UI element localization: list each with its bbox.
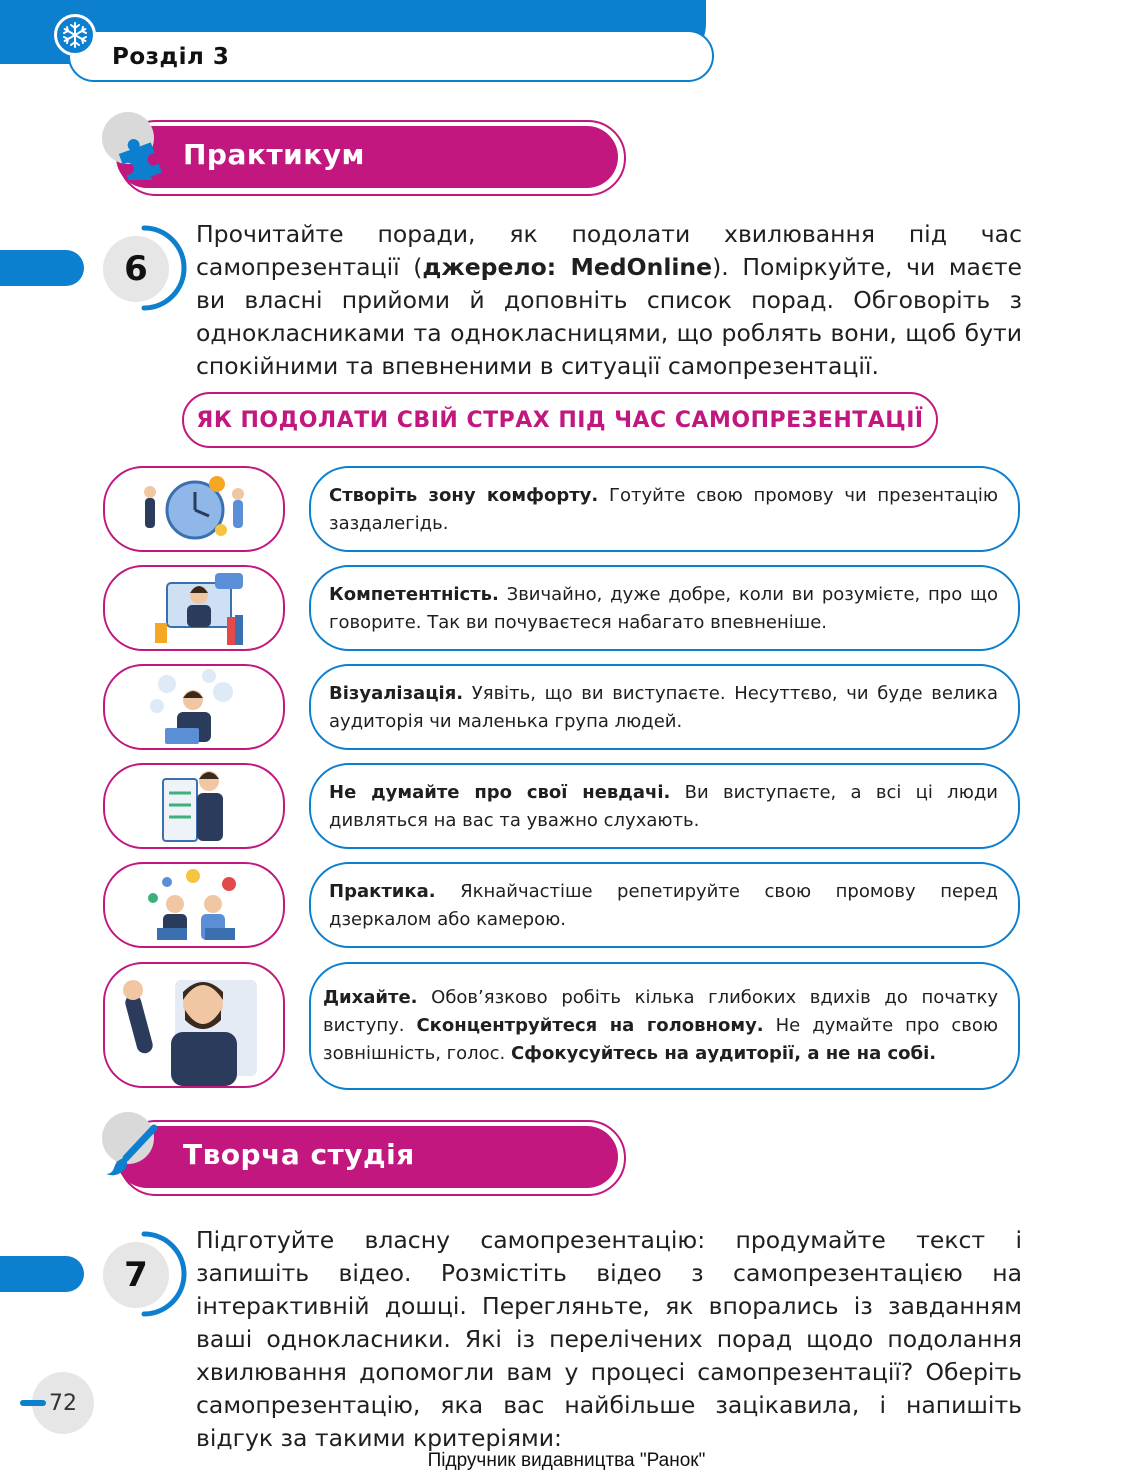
task-tab-2	[0, 1256, 84, 1292]
task-number-7: 7	[103, 1242, 169, 1308]
tip-visualization: Візуалізація. Уявіть, що ви виступаєте. Несуттєво, чи буде велика аудиторія чи маленька група людей.	[309, 664, 1020, 750]
task-7-text: Підготуйте власну самопрезентацію: продумайте текст і запишіть відео. Розмістіть відео з самопрезентацією на інтерактивній дошці. Перегляньте, як впорались із завданням ваші однокласники. Які із перелічених порад щодо подолання хвилювання допомогли вам у процесі самопрезентації? Оберіть самопрезентацію, яка вас найбільше зацікавила, і напишіть відгук за такими критеріями:	[196, 1226, 1022, 1452]
tip-illustration-breathe	[103, 962, 285, 1088]
task-tab	[0, 250, 84, 286]
tip-illustration-checklist	[103, 763, 285, 849]
page-number-dash	[20, 1400, 46, 1406]
task-6-text: Прочитайте поради, як подолати хвилювання під час самопрезентації (джерело: MedOnline). Поміркуйте, чи маєте ви власні прийоми й доповніть список порад. Обговоріть з однокласниками та однокласницями, що роблять вони, щоб бути спокійними та впевненими в ситуації самопрезентації.	[196, 220, 1022, 380]
chapter-title: Розділ 3	[112, 44, 230, 70]
section-title-creative: Творча студія	[183, 1138, 415, 1171]
section-title-practicum: Практикум	[183, 138, 365, 171]
page-number: 72	[32, 1372, 94, 1434]
task-number-6: 6	[103, 236, 169, 302]
brush-icon	[104, 1124, 160, 1180]
tip-comfort-zone: Створіть зону комфорту. Готуйте свою промову чи презентацію заздалегідь.	[309, 466, 1020, 552]
tips-title-pill	[182, 392, 938, 448]
snowflake-icon	[54, 14, 96, 56]
tip-practice: Практика. Якнайчастіше репетируйте свою промову перед дзеркалом або камерою.	[309, 862, 1020, 948]
tip-no-failures: Не думайте про свої невдачі. Ви виступаєте, а всі ці люди дивляться на вас та уважно слухають.	[309, 763, 1020, 849]
tip-illustration-teacher	[103, 565, 285, 651]
tip-competence: Компетентність. Звичайно, дуже добре, коли ви розумієте, про що говорите. Так ви почуваєтеся набагато впевненіше.	[309, 565, 1020, 651]
tip-breathe: Дихайте. Обов’язково робіть кілька глибоких вдихів до початку виступу. Сконцентруйтеся на головному. Не думайте про свою зовнішність, голос. Сфокусуйтесь на аудиторії, а не на собі.	[309, 962, 1020, 1090]
puzzle-icon	[116, 132, 170, 184]
publisher-footer: Підручник видавництва "Ранок"	[427, 1450, 706, 1471]
tips-title: ЯК ПОДОЛАТИ СВІЙ СТРАХ ПІД ЧАС САМОПРЕЗЕНТАЦІЇ	[196, 407, 924, 433]
tip-illustration-visualization	[103, 664, 285, 750]
tip-illustration-practice	[103, 862, 285, 948]
tip-illustration-clock	[103, 466, 285, 552]
